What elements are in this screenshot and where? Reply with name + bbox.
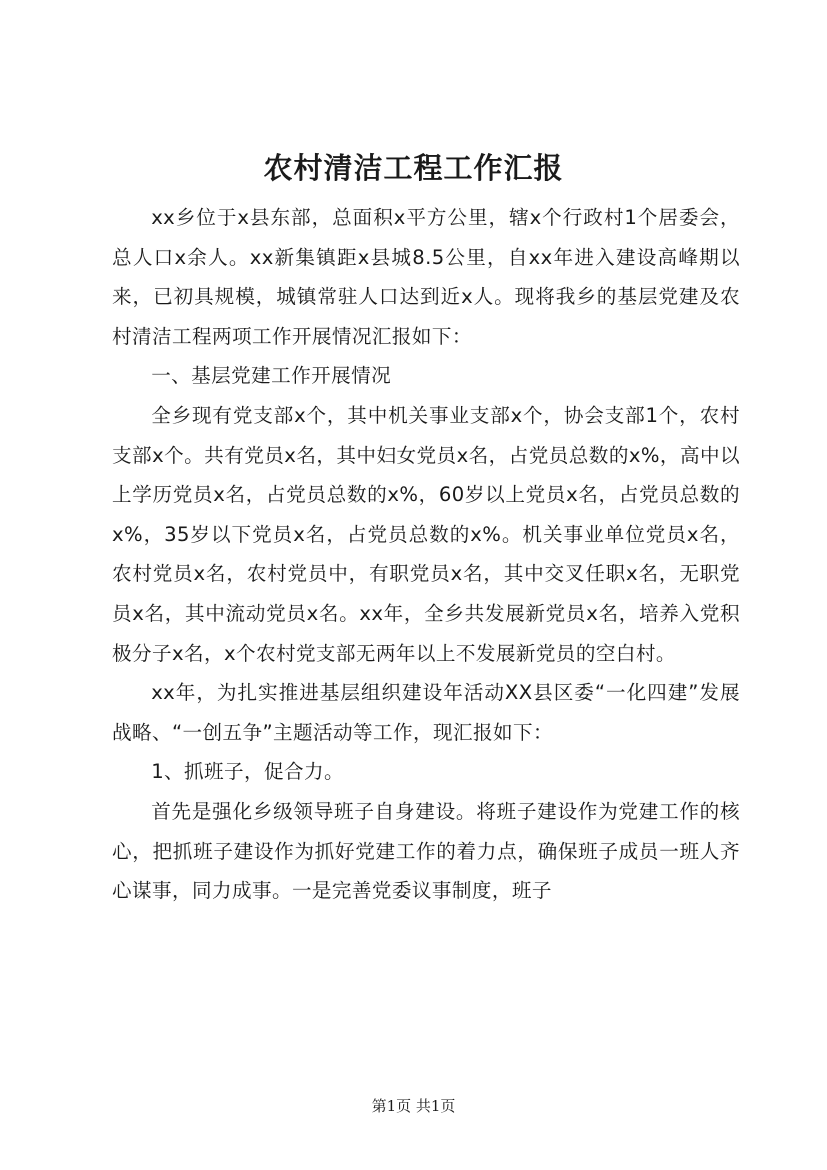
paragraph: 全乡现有党支部x个，其中机关事业支部x个，协会支部1个，农村支部x个。共有党员x名，其中妇女党员x名，占党员总数的x%，高中以上学历党员x名，占党员总数的x%，60岁以上党员x名，占党员总数的x%，35岁以下党员x名，占党员总数的x%。机关事业单位党员x名，农村党员x名，农村党员中，有职党员x名，其中交叉任职x名，无职党员x名，其中流动党员x名。xx年，全乡共发展新党员x名，培养入党积极分子x名，x个农村党支部无两年以上不发展新党员的空白村。 [112,403,740,665]
subsection-heading: 1、抓班子，促合力。 [151,760,344,784]
document-body [112,198,740,911]
document-title: 农村清洁工程工作汇报 [263,151,564,185]
page-footer: 第1页 共1页 [371,1097,456,1115]
paragraph: xx年，为扎实推进基层组织建设年活动XX县区委“一化四建”发展战略、“一创五争”主题活动等工作，现汇报如下： [112,681,740,744]
paragraph: 首先是强化乡级领导班子自身建设。将班子建设作为党建工作的核心，把抓班子建设作为抓好党建工作的着力点，确保班子成员一班人齐心谋事，同力成事。一是完善党委议事制度，班子 [112,799,740,903]
paragraph: xx乡位于x县东部，总面积x平方公里，辖x个行政村1个居委会，总人口x余人。xx新集镇距x县城8.5公里，自xx年进入建设高峰期以来，已初具规模，城镇常驻人口达到近x人。现将我乡的基层党建及农村清洁工程两项工作开展情况汇报如下： [112,206,740,348]
section-heading: 一、基层党建工作开展情况 [151,364,392,388]
